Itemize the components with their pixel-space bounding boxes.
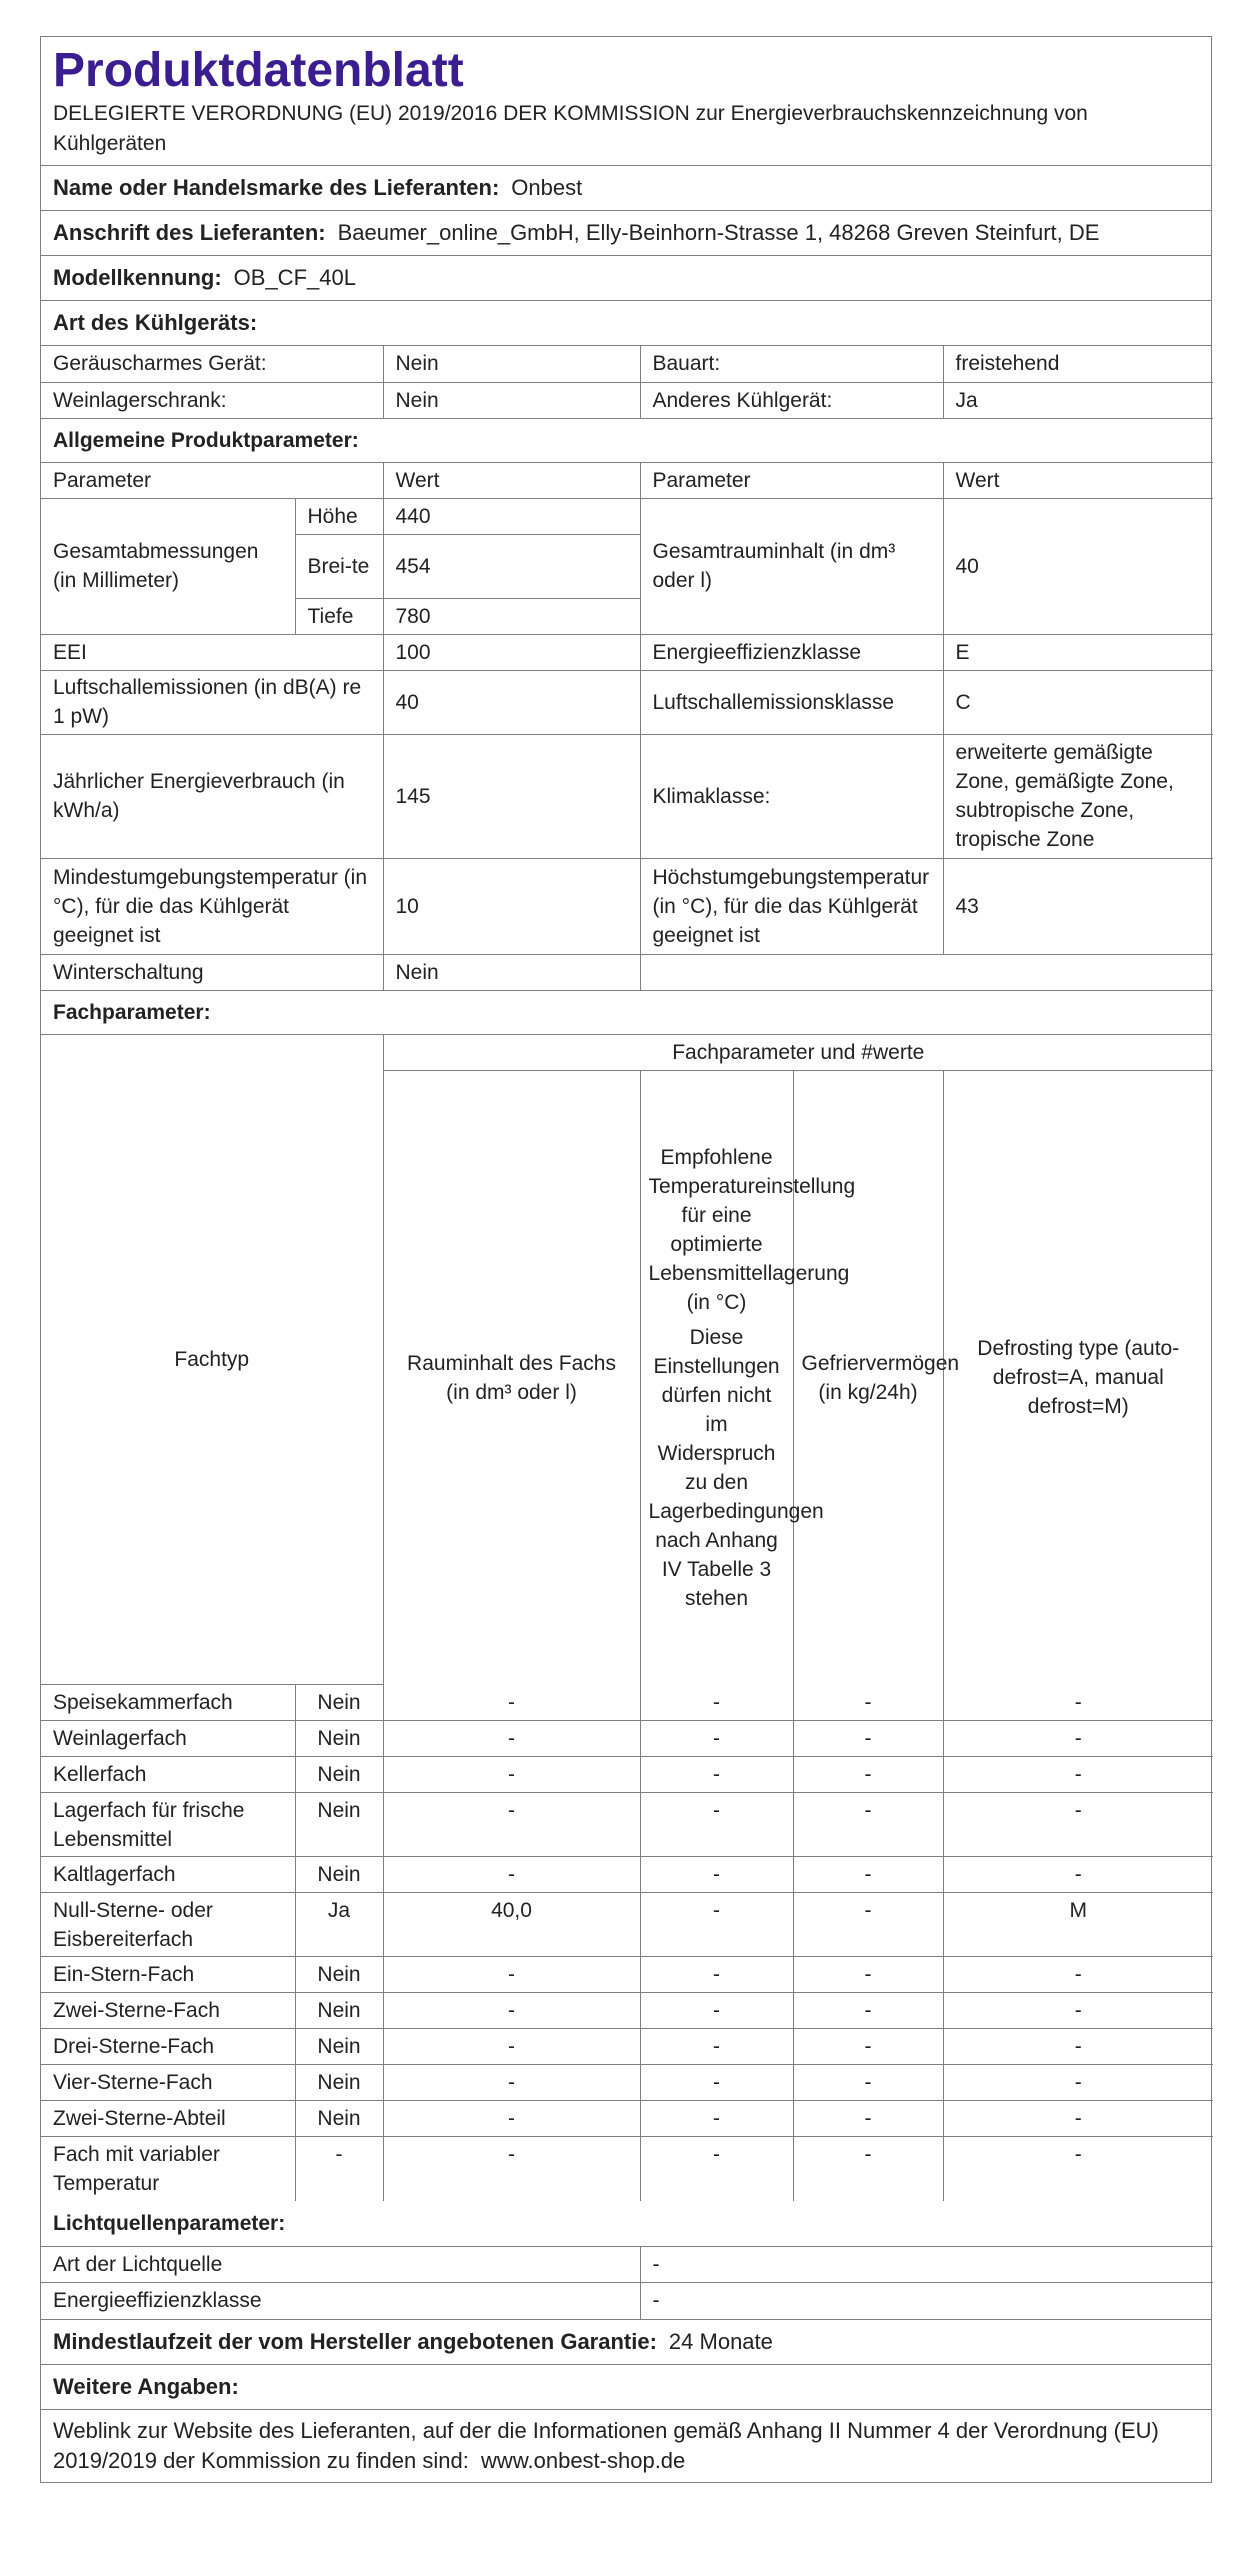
volume-label: Gesamtrauminhalt (in dm³ oder l) [640, 498, 943, 634]
compartment-defrost: - [943, 1957, 1213, 1993]
compartment-temp: - [640, 2029, 793, 2065]
energy-class-value: E [943, 634, 1213, 670]
compartment-freeze: - [793, 1893, 943, 1957]
compartment-present: Nein [295, 1757, 383, 1793]
compartment-table [41, 1035, 1213, 2319]
table-row [41, 2101, 1213, 2137]
compartment-temp: - [640, 1685, 793, 1721]
compartment-temp: - [640, 2065, 793, 2101]
supplier-address-label: Anschrift des Lieferanten: [53, 220, 326, 245]
compartment-present: Nein [295, 1721, 383, 1757]
col-parameter-right: Parameter [640, 462, 943, 498]
table-row [41, 734, 1213, 858]
general-table-block [41, 346, 1211, 1035]
light-type-value: - [640, 2247, 1213, 2283]
table-row [41, 1893, 1213, 1957]
compartment-freeze: - [793, 2029, 943, 2065]
light-energy-class-label: Energieeffizienzklasse [41, 2283, 640, 2319]
compartment-temp: - [640, 1993, 793, 2029]
model-value: OB_CF_40L [233, 265, 356, 290]
further-info-row [41, 2410, 1211, 2482]
table-row [41, 346, 1213, 382]
general-table [41, 346, 1213, 1034]
compartment-name: Weinlagerfach [41, 1721, 295, 1757]
compartment-freeze: - [793, 1757, 943, 1793]
supplier-name-label: Name oder Handelsmarke des Lieferanten: [53, 175, 500, 200]
other-appliance-label: Anderes Kühlgerät: [640, 382, 943, 418]
winter-setting-label: Winterschaltung [41, 954, 383, 990]
compartment-volume: - [383, 1757, 640, 1793]
annual-consumption-value: 145 [383, 734, 640, 858]
header-block [41, 37, 1211, 166]
compartment-temp: - [640, 2101, 793, 2137]
max-temp-value: 43 [943, 858, 1213, 954]
compartment-name: Kaltlagerfach [41, 1857, 295, 1893]
compartment-freeze: - [793, 2137, 943, 2201]
compartment-freeze: - [793, 1993, 943, 2029]
compartment-present: Nein [295, 1993, 383, 2029]
compartment-defrost: - [943, 2101, 1213, 2137]
table-row [41, 2247, 1213, 2283]
compartment-volume: - [383, 2101, 640, 2137]
compartment-present: Nein [295, 2101, 383, 2137]
table-row [41, 1757, 1213, 1793]
compartment-name: Zwei-Sterne-Fach [41, 1993, 295, 2029]
compartment-present: Nein [295, 1957, 383, 1993]
compartment-defrost: - [943, 1685, 1213, 1721]
supplier-name-value: Onbest [511, 175, 583, 200]
table-row [41, 954, 1213, 990]
warranty-row [41, 2320, 1211, 2365]
low-noise-value: Nein [383, 346, 640, 382]
table-row [41, 462, 1213, 498]
product-data-sheet [40, 36, 1212, 2483]
compartment-present: Ja [295, 1893, 383, 1957]
compartment-temp: - [640, 1793, 793, 1857]
empty-cell [640, 954, 1213, 990]
col-defrosting-type: Defrosting type (auto-defrost=A, manual defrost=M) [943, 1071, 1213, 1685]
compartment-freeze: - [793, 1857, 943, 1893]
table-row [41, 2137, 1213, 2201]
compartment-present: Nein [295, 1793, 383, 1857]
col-value-right: Wert [943, 462, 1213, 498]
table-row [41, 858, 1213, 954]
table-row [41, 2283, 1213, 2319]
supplier-address-value: Baeumer_online_GmbH, Elly-Beinhorn-Strasse 1, 48268 Greven Steinfurt, DE [337, 220, 1100, 245]
compartment-name: Lagerfach für frische Lebensmittel [41, 1793, 295, 1857]
further-info-text: Weblink zur Website des Lieferanten, auf der die Informationen gemäß Anhang II Nummer 4 der Verordnung (EU) 2019/2019 der Kommission zu finden sind: [53, 2417, 1159, 2473]
annual-consumption-label: Jährlicher Energieverbrauch (in kWh/a) [41, 734, 383, 858]
supplier-address-row [41, 211, 1211, 256]
climate-class-label: Klimaklasse: [640, 734, 943, 858]
table-row [41, 1957, 1213, 1993]
compartment-present: Nein [295, 1685, 383, 1721]
compartment-volume: - [383, 1793, 640, 1857]
compartment-freeze: - [793, 2065, 943, 2101]
warranty-value: 24 Monate [668, 2328, 773, 2354]
compartment-present: - [295, 2137, 383, 2201]
compartment-defrost: - [943, 2029, 1213, 2065]
compartment-volume: - [383, 1993, 640, 2029]
model-label: Modellkennung: [53, 265, 222, 290]
further-info-header: Weitere Angaben: [41, 2365, 1211, 2410]
compartment-name: Fach mit variabler Temperatur [41, 2137, 295, 2201]
compartment-defrost: - [943, 1857, 1213, 1893]
table-row [41, 382, 1213, 418]
table-row [41, 498, 1213, 534]
col-freezing-capacity: Gefriervermögen (in kg/24h) [793, 1071, 943, 1685]
compartment-volume: 40,0 [383, 1893, 640, 1957]
regulation-subtitle: DELEGIERTE VERORDNUNG (EU) 2019/2016 DER KOMMISSION zur Energieverbrauchskennzeichnung von Kühlgeräten [53, 102, 1088, 155]
compartment-defrost: M [943, 1893, 1213, 1957]
compartment-present: Nein [295, 2029, 383, 2065]
design-value: freistehend [943, 346, 1213, 382]
compartment-name: Zwei-Sterne-Abteil [41, 2101, 295, 2137]
col-group-header: Fachparameter und #werte [383, 1035, 1213, 1071]
max-temp-label: Höchstumgebungstemperatur (in °C), für die das Kühlgerät geeignet ist [640, 858, 943, 954]
compartment-volume: - [383, 1685, 640, 1721]
depth-value: 780 [383, 598, 640, 634]
supplier-name-row [41, 166, 1211, 211]
low-noise-label: Geräuscharmes Gerät: [41, 346, 383, 382]
table-row [41, 2029, 1213, 2065]
min-temp-label: Mindestumgebungstemperatur (in °C), für die das Kühlgerät geeignet ist [41, 858, 383, 954]
compartment-name: Ein-Stern-Fach [41, 1957, 295, 1993]
table-row [41, 1035, 1213, 1071]
compartment-volume: - [383, 2065, 640, 2101]
volume-value: 40 [943, 498, 1213, 634]
compartment-present: Nein [295, 2065, 383, 2101]
width-value: 454 [383, 534, 640, 598]
compartment-name: Kellerfach [41, 1757, 295, 1793]
compartment-name: Null-Sterne- oder Eisbereiterfach [41, 1893, 295, 1957]
wine-cabinet-label: Weinlagerschrank: [41, 382, 383, 418]
compartment-freeze: - [793, 1793, 943, 1857]
noise-class-value: C [943, 670, 1213, 734]
table-row [41, 2065, 1213, 2101]
table-row [41, 670, 1213, 734]
col-compartment-volume: Rauminhalt des Fachs (in dm³ oder l) [383, 1071, 640, 1685]
compartment-temp: - [640, 1893, 793, 1957]
compartment-volume: - [383, 1721, 640, 1757]
table-row [41, 1721, 1213, 1757]
compartment-present: Nein [295, 1857, 383, 1893]
depth-label: Tiefe [295, 598, 383, 634]
compartment-freeze: - [793, 1685, 943, 1721]
compartment-freeze: - [793, 2101, 943, 2137]
page-title: Produktdatenblatt [53, 44, 464, 97]
model-row [41, 256, 1211, 301]
compartment-defrost: - [943, 2137, 1213, 2201]
light-params-header: Lichtquellenparameter: [41, 2201, 1213, 2247]
general-params-header: Allgemeine Produktparameter: [41, 418, 1213, 462]
table-row [41, 1993, 1213, 2029]
noise-label: Luftschallemissionen (in dB(A) re 1 pW) [41, 670, 383, 734]
height-value: 440 [383, 498, 640, 534]
table-row [41, 1685, 1213, 1721]
table-row [41, 1793, 1213, 1857]
compartment-table-block [41, 1035, 1211, 2320]
compartment-params-header: Fachparameter: [41, 990, 1213, 1034]
compartment-defrost: - [943, 1793, 1213, 1857]
eei-label: EEI [41, 634, 383, 670]
width-label: Brei-te [295, 534, 383, 598]
table-row [41, 990, 1213, 1034]
compartment-temp: - [640, 1757, 793, 1793]
col-recommended-temp [640, 1071, 856, 1685]
other-appliance-value: Ja [943, 382, 1213, 418]
eei-value: 100 [383, 634, 640, 670]
compartment-defrost: - [943, 2065, 1213, 2101]
design-label: Bauart: [640, 346, 943, 382]
compartment-temp: - [640, 1721, 793, 1757]
compartment-temp: - [640, 1957, 793, 1993]
height-label: Höhe [295, 498, 383, 534]
appliance-type-header: Art des Kühlgeräts: [41, 301, 1211, 346]
table-row [41, 418, 1213, 462]
col-value-left: Wert [383, 462, 640, 498]
wine-cabinet-value: Nein [383, 382, 640, 418]
col-parameter-left: Parameter [41, 462, 383, 498]
noise-value: 40 [383, 670, 640, 734]
compartment-temp: - [640, 1857, 793, 1893]
compartment-name: Vier-Sterne-Fach [41, 2065, 295, 2101]
recommended-temp-note: Diese Einstellungen dürfen nicht im Widerspruch zu den Lagerbedingungen nach Anhang IV Tabelle 3 stehen [648, 1325, 824, 1610]
climate-class-value: erweiterte gemäßigte Zone, gemäßigte Zone, subtropische Zone, tropische Zone [943, 734, 1213, 858]
compartment-volume: - [383, 2029, 640, 2065]
compartment-name: Speisekammerfach [41, 1685, 295, 1721]
compartment-defrost: - [943, 1993, 1213, 2029]
energy-class-label: Energieeffizienzklasse [640, 634, 943, 670]
compartment-defrost: - [943, 1757, 1213, 1793]
compartment-freeze: - [793, 1721, 943, 1757]
table-row [41, 1857, 1213, 1893]
table-row [41, 2201, 1213, 2247]
winter-setting-value: Nein [383, 954, 640, 990]
compartment-volume: - [383, 1957, 640, 1993]
table-row [41, 634, 1213, 670]
compartment-freeze: - [793, 1957, 943, 1993]
compartment-volume: - [383, 1857, 640, 1893]
noise-class-label: Luftschallemissionsklasse [640, 670, 943, 734]
compartment-defrost: - [943, 1721, 1213, 1757]
light-energy-class-value: - [640, 2283, 1213, 2319]
warranty-label: Mindestlaufzeit der vom Hersteller angebotenen Garantie: [53, 2328, 657, 2354]
compartment-volume: - [383, 2137, 640, 2201]
recommended-temp-text: Empfohlene Temperatureinstellung für eine optimierte Lebensmittellagerung (in °C) [648, 1145, 856, 1314]
compartment-name: Drei-Sterne-Fach [41, 2029, 295, 2065]
light-type-label: Art der Lichtquelle [41, 2247, 640, 2283]
dimensions-label: Gesamtabmessungen (in Millimeter) [41, 498, 295, 634]
min-temp-value: 10 [383, 858, 640, 954]
compartment-temp: - [640, 2137, 793, 2201]
col-compartment-type: Fachtyp [41, 1035, 383, 1685]
supplier-website-link[interactable]: www.onbest-shop.de [481, 2447, 686, 2473]
